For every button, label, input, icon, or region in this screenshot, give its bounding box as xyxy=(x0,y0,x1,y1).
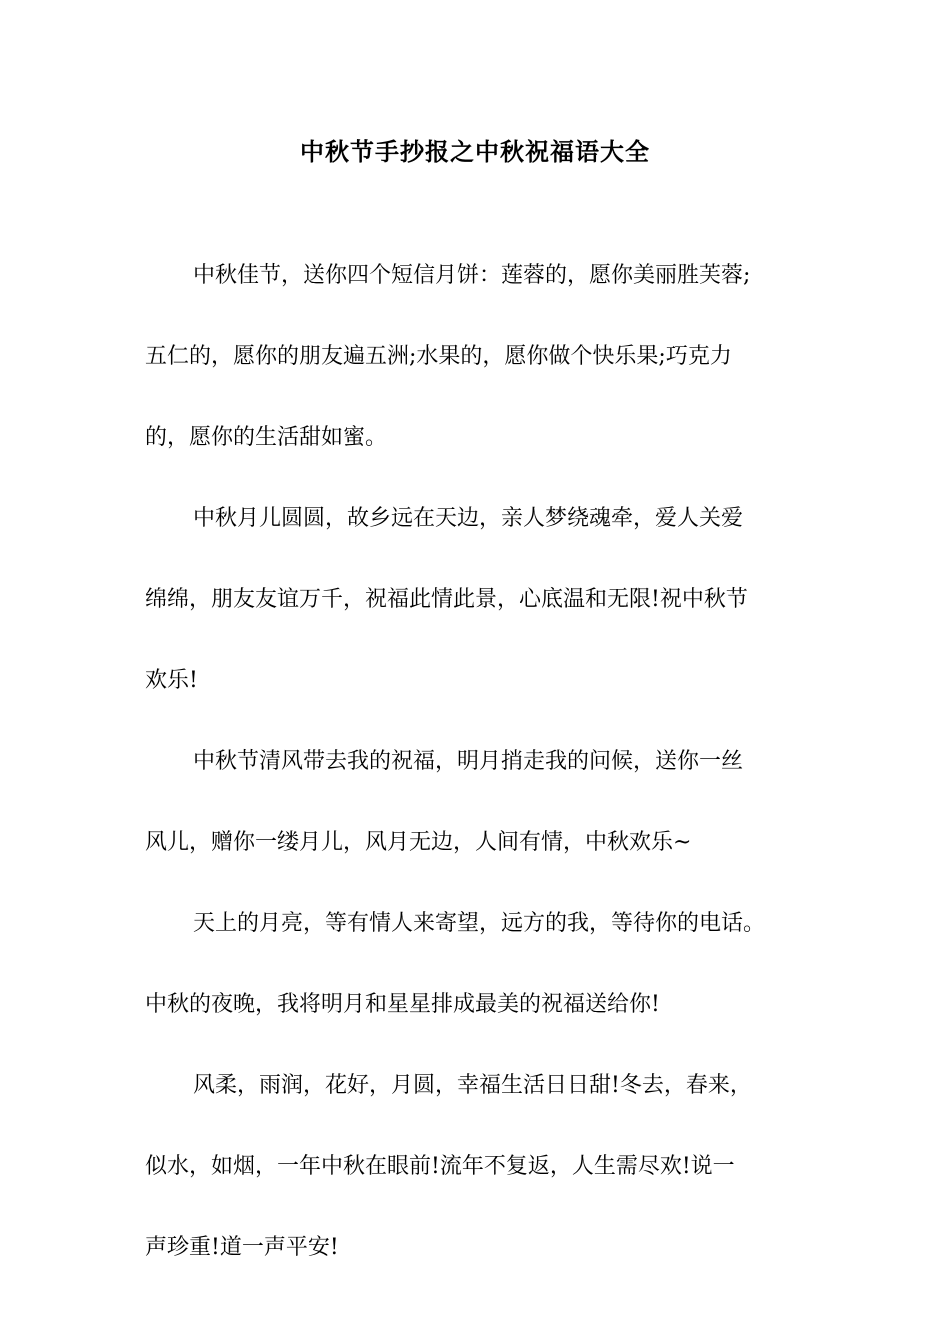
paragraph-line: 中秋的夜晚，我将明月和星星排成最美的祝福送给你! xyxy=(145,992,660,1017)
paragraph-line: 绵绵，朋友友谊万千，祝福此情此景，心底温和无限!祝中秋节 xyxy=(145,587,748,612)
paragraph-line: 声珍重!道一声平安! xyxy=(145,1235,339,1260)
paragraph-2 xyxy=(145,499,805,701)
paragraph-line: 风柔，雨润，花好，月圆，幸福生活日日甜!冬去，春来， xyxy=(193,1073,752,1098)
paragraph-line: 似水，如烟，一年中秋在眼前!流年不复返，人生需尽欢!说一 xyxy=(145,1154,735,1179)
paragraph-5 xyxy=(145,1066,805,1268)
paragraph-line: 的，愿你的生活甜如蜜。 xyxy=(145,425,388,450)
page-title: 中秋节手抄报之中秋祝福语大全 xyxy=(300,137,650,166)
paragraph-line: 五仁的，愿你的朋友遍五洲;水果的，愿你做个快乐果;巧克力 xyxy=(145,344,732,369)
paragraph-3 xyxy=(145,742,805,863)
paragraph-line: 中秋节清风带去我的祝福，明月捎走我的问候，送你一丝 xyxy=(193,749,744,774)
paragraph-line: 中秋月儿圆圆，故乡远在天边，亲人梦绕魂牵，爱人关爱 xyxy=(193,506,744,531)
paragraph-1 xyxy=(145,256,805,458)
paragraph-line: 欢乐! xyxy=(145,668,198,693)
paragraph-4 xyxy=(145,904,805,1025)
paragraph-line: 风儿，赠你一缕月儿，风月无边，人间有情，中秋欢乐~ xyxy=(145,830,692,855)
document-body xyxy=(145,256,805,1309)
paragraph-line: 中秋佳节，送你四个短信月饼：莲蓉的，愿你美丽胜芙蓉; xyxy=(193,263,751,288)
paragraph-line: 天上的月亮，等有情人来寄望，远方的我，等待你的电话。 xyxy=(193,911,766,936)
